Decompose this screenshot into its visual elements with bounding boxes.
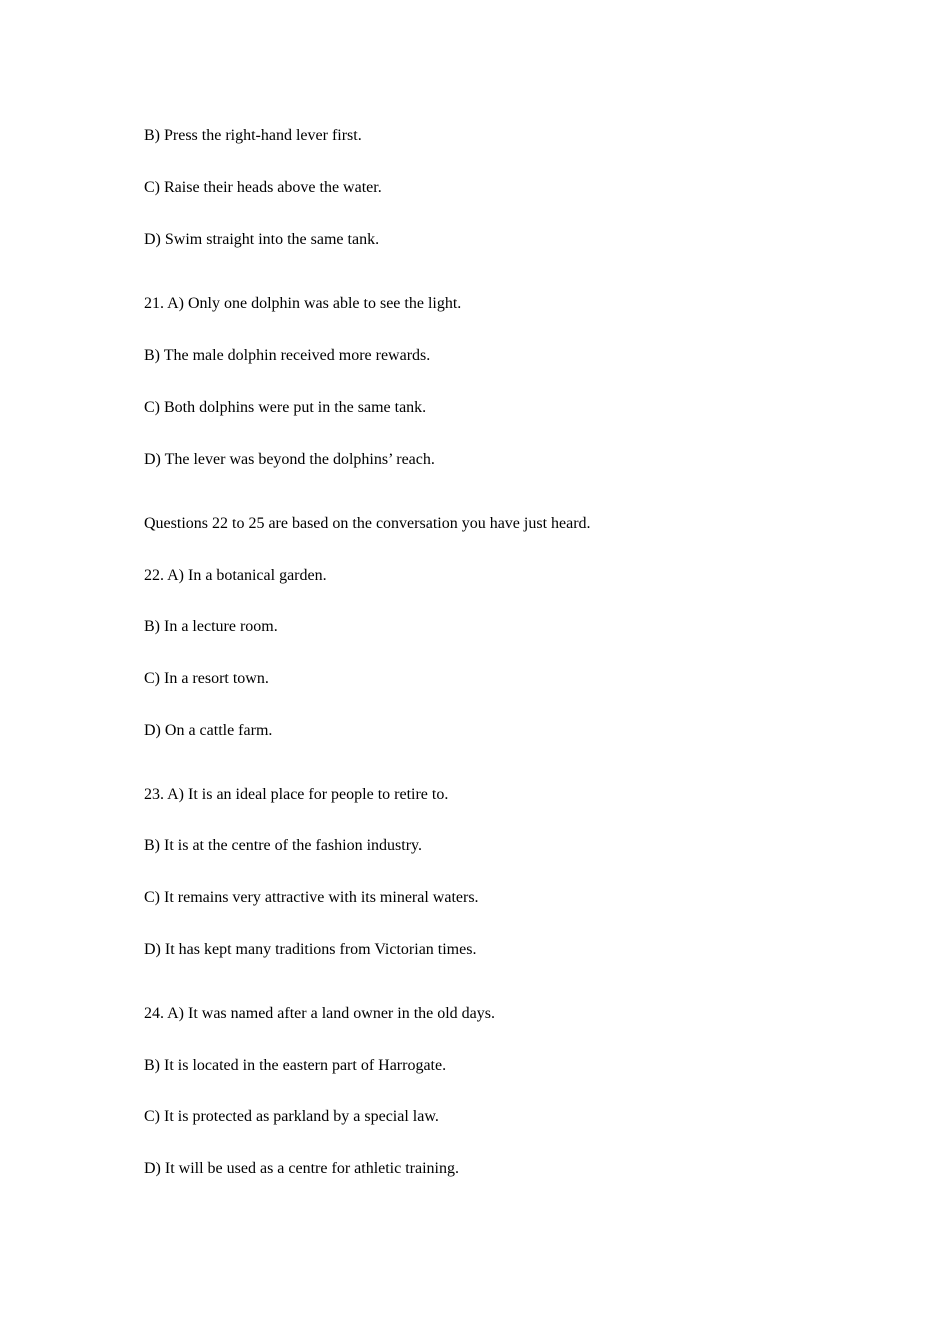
q20-option-b: B) Press the right-hand lever first. — [144, 127, 362, 144]
q20-option-d: D) Swim straight into the same tank. — [144, 231, 380, 248]
q21-option-d: D) The lever was beyond the dolphins’ reach. — [144, 451, 435, 468]
q21-option-b: B) The male dolphin received more rewards. — [144, 347, 431, 364]
q21-option-a: 21. A) Only one dolphin was able to see the light. — [144, 295, 462, 312]
q23-option-d: D) It has kept many traditions from Victorian times. — [144, 941, 477, 958]
q22-option-a: 22. A) In a botanical garden. — [144, 567, 327, 584]
q22-option-b: B) In a lecture room. — [144, 618, 278, 635]
q23-option-c: C) It remains very attractive with its mineral waters. — [144, 889, 479, 906]
q24-option-c: C) It is protected as parkland by a special law. — [144, 1108, 439, 1125]
q24-option-a: 24. A) It was named after a land owner in the old days. — [144, 1005, 496, 1022]
q23-option-b: B) It is at the centre of the fashion industry. — [144, 837, 422, 854]
section-intro: Questions 22 to 25 are based on the conversation you have just heard. — [144, 515, 591, 532]
q20-option-c: C) Raise their heads above the water. — [144, 179, 382, 196]
q22-option-c: C) In a resort town. — [144, 670, 269, 687]
q23-option-a: 23. A) It is an ideal place for people to retire to. — [144, 786, 449, 803]
q22-option-d: D) On a cattle farm. — [144, 722, 273, 739]
q21-option-c: C) Both dolphins were put in the same tank. — [144, 399, 427, 416]
q24-option-d: D) It will be used as a centre for athletic training. — [144, 1160, 459, 1177]
q24-option-b: B) It is located in the eastern part of Harrogate. — [144, 1057, 447, 1074]
